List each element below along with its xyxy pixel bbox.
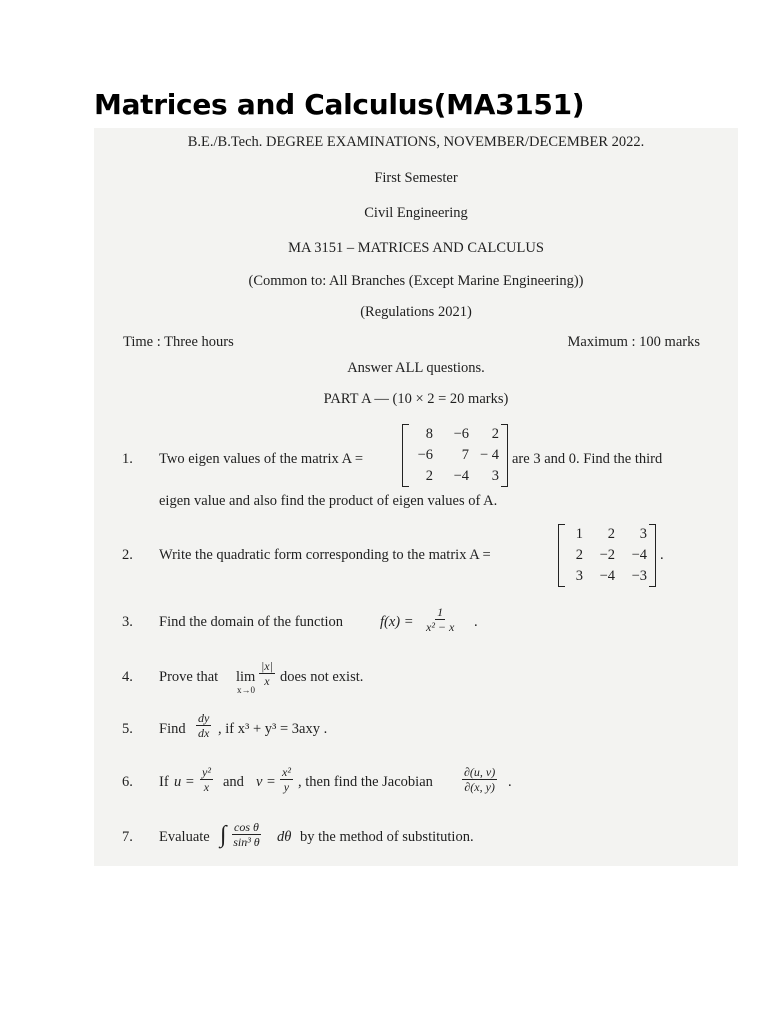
- integral-sign: ∫: [220, 822, 227, 848]
- question-text: Find: [159, 721, 186, 737]
- question-text: .: [508, 774, 512, 790]
- time-label: Time : Three hours: [123, 334, 234, 350]
- limit-subscript: x→0: [237, 685, 255, 695]
- matrix-cell: 2: [491, 426, 499, 442]
- limit-symbol: lim: [236, 669, 256, 685]
- document-title: Matrices and Calculus(MA3151): [94, 88, 585, 121]
- question-text: does not exist.: [280, 669, 364, 685]
- fraction-denominator: x: [203, 780, 210, 794]
- fraction: [200, 765, 213, 794]
- part-heading: PART A — (10 × 2 = 20 marks): [323, 391, 509, 407]
- matrix-cell: −4: [599, 568, 615, 584]
- question-number: 2.: [122, 547, 133, 563]
- question-text: Evaluate: [159, 829, 210, 845]
- fraction: [259, 659, 275, 688]
- fraction-denominator: x² − x: [426, 620, 455, 634]
- common-note: (Common to: All Branches (Except Marine Engineering)): [248, 273, 584, 289]
- matrix-cell: 2: [425, 468, 433, 484]
- fraction: [196, 711, 211, 740]
- u-expression: u =: [174, 774, 195, 790]
- matrix-cell: 8: [425, 426, 433, 442]
- question-number: 3.: [122, 614, 133, 630]
- max-marks-label: Maximum : 100 marks: [567, 334, 700, 350]
- matrix-cell: − 4: [479, 447, 499, 463]
- fraction-numerator: dy: [198, 711, 210, 725]
- matrix-cell: −4: [453, 468, 469, 484]
- matrix-cell: −6: [417, 447, 433, 463]
- jacobian-fraction: [462, 765, 497, 794]
- fraction-denominator: dx: [198, 726, 210, 740]
- question-text: .: [660, 547, 664, 563]
- exam-heading: B.E./B.Tech. DEGREE EXAMINATIONS, NOVEMBER/DECEMBER 2022.: [187, 134, 645, 150]
- semester-label: First Semester: [374, 170, 458, 186]
- question-text: are 3 and 0. Find the third: [512, 451, 663, 467]
- question-number: 6.: [122, 774, 133, 790]
- fraction-denominator: x: [264, 674, 270, 688]
- fraction: [426, 605, 454, 634]
- question-text: Two eigen values of the matrix A =: [159, 451, 364, 467]
- matrix-cell: 2: [607, 526, 615, 542]
- matrix-cell: 3: [575, 568, 583, 584]
- fraction-denominator: ∂(x, y): [464, 780, 495, 794]
- fraction-numerator: y²: [202, 765, 211, 779]
- question-text: Find the domain of the function: [159, 614, 344, 630]
- question-text: Write the quadratic form corresponding to the matrix A =: [159, 547, 491, 563]
- matrix-a: [402, 424, 508, 487]
- scanned-exam-page: [94, 128, 738, 866]
- fraction-numerator: |x|: [261, 659, 273, 673]
- matrix-cell: −2: [599, 547, 615, 563]
- fraction: [232, 820, 261, 849]
- department-label: Civil Engineering: [364, 205, 468, 221]
- question-text: , then find the Jacobian: [298, 774, 433, 790]
- fraction: [280, 765, 293, 794]
- question-number: 5.: [122, 721, 133, 737]
- fraction-numerator: ∂(u, v): [464, 765, 496, 779]
- fraction-denominator: sin³ θ: [233, 835, 260, 849]
- function-expression: f(x) =: [380, 614, 414, 630]
- question-number: 7.: [122, 829, 133, 845]
- matrix-cell: 1: [575, 526, 583, 542]
- question-text: and: [223, 774, 244, 790]
- matrix-cell: 3: [491, 468, 499, 484]
- question-number: 4.: [122, 669, 133, 685]
- question-text: , if x³ + y³ = 3axy .: [218, 721, 328, 737]
- question-text: If: [159, 774, 169, 790]
- question-text: Prove that: [159, 669, 219, 685]
- regulations-label: (Regulations 2021): [360, 304, 472, 320]
- matrix-cell: 2: [575, 547, 583, 563]
- course-title: MA 3151 – MATRICES AND CALCULUS: [288, 240, 544, 256]
- fraction-numerator: 1: [437, 605, 444, 619]
- question-text: .: [474, 614, 478, 630]
- instruction-label: Answer ALL questions.: [347, 360, 485, 376]
- matrix-cell: −4: [631, 547, 647, 563]
- matrix-cell: 7: [461, 447, 469, 463]
- matrix-cell: −3: [631, 568, 647, 584]
- fraction-denominator: y: [283, 780, 290, 794]
- matrix-a: [558, 524, 656, 587]
- matrix-cell: −6: [453, 426, 469, 442]
- question-number: 1.: [122, 451, 133, 467]
- fraction-numerator: cos θ: [234, 820, 259, 834]
- question-text: eigen value and also find the product of eigen values of A.: [159, 493, 498, 509]
- matrix-cell: 3: [639, 526, 647, 542]
- question-text: by the method of substitution.: [300, 829, 474, 845]
- d-theta: dθ: [277, 829, 292, 845]
- v-expression: v =: [256, 774, 276, 790]
- fraction-numerator: x²: [282, 765, 291, 779]
